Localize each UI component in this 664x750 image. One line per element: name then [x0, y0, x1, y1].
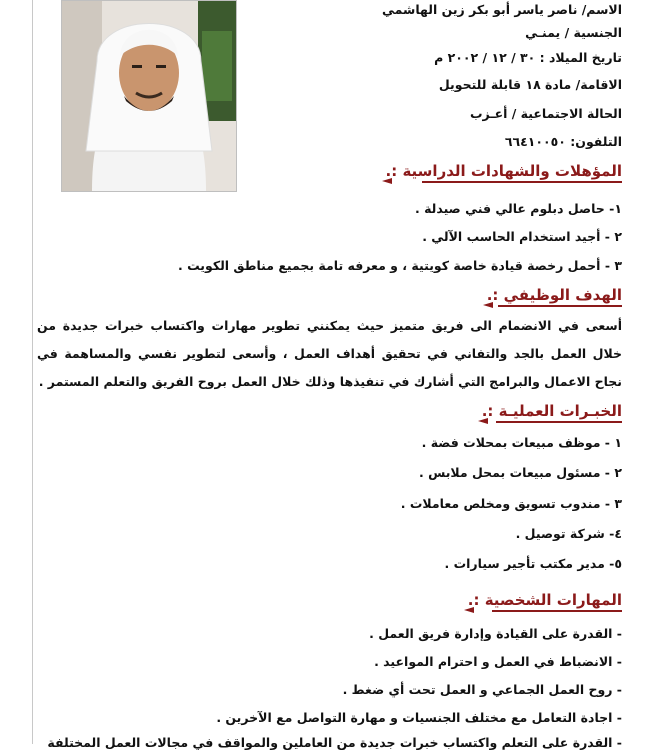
experience-item: ٢ - مسئول مبيعات بمحل ملابس . — [418, 465, 622, 480]
nationality-line: الجنسية / يمنـي — [525, 25, 622, 40]
heading-arrow — [483, 302, 493, 308]
experience-item: ٥- مدير مكتب تأجير سيارات . — [444, 556, 622, 571]
qualifications-title: المؤهلات والشهادات الدراسية :. — [385, 162, 622, 180]
skill-item: - روح العمل الجماعي و العمل تحت أي ضغط . — [342, 682, 622, 697]
experience-item: ٣ - مندوب تسويق ومخلص معاملات . — [400, 496, 622, 511]
name-line: الاسم/ ناصر ياسر أبو بكر زين الهاشمي — [382, 2, 622, 17]
heading-arrow — [382, 178, 392, 184]
skill-item: - الانضباط في العمل و احترام المواعيد . — [374, 654, 622, 669]
heading-underline — [498, 305, 622, 307]
birth-date-line: تاريخ الميلاد : ٣٠ / ١٢ / ٢٠٠٢ م — [434, 50, 622, 65]
marital-status-line: الحالة الاجتماعية / أعـزب — [469, 106, 622, 121]
skill-item: - القدرة على التعلم واكتساب خبرات جديدة من العاملين والمواقف في مجالات العمل المختلفة — [47, 735, 622, 750]
profile-photo-illustration — [62, 1, 236, 191]
skills-heading — [468, 591, 622, 609]
experience-item: ١ - موظف مبيعات بمحلات فضة . — [421, 435, 622, 450]
objective-title: الهدف الوظيفي :. — [486, 286, 622, 304]
qualification-item: ٣ - أحمل رخصة قيادة خاصة كويتية ، و معرفه تامة بجميع مناطق الكويت . — [177, 258, 622, 273]
heading-underline — [492, 610, 622, 612]
qualification-item: ١- حاصل دبلوم عالي فني صيدلة . — [414, 201, 622, 216]
heading-arrow — [478, 418, 488, 424]
objective-heading — [487, 286, 622, 304]
skill-item: - القدرة على القيادة وإدارة فريق العمل . — [369, 626, 622, 641]
skills-title: المهارات الشخصية :. — [467, 591, 622, 609]
phone-line: التلفون: ٦٦٤١٠٠٥٠ — [504, 134, 622, 149]
heading-arrow — [464, 607, 474, 613]
skill-item: - اجادة التعامل مع مختلف الجنسيات و مهارة التواصل مع الآخرين . — [216, 710, 622, 725]
qualifications-heading — [386, 162, 622, 180]
objective-text: أسعى في الانضمام الى فريق متميز حيث يمكنني تطوير مهارات واكتساب خبرات جديدة من خلال العمل بالجد والتفاني في تحقيق أهداف العمل ، وأسعى لتطوير نفسي والمساهمة في نجاح الاعمال والبرامج التي أشارك في تنفيذها وذلك خلال العمل بروح الفريق والتعلم المستمر . — [37, 318, 622, 389]
heading-underline — [422, 181, 622, 183]
residence-line: الاقامة/ مادة ١٨ قابلة للتحويل — [438, 77, 622, 92]
experience-heading — [482, 402, 622, 420]
qualification-item: ٢ - أجيد استخدام الحاسب الآلي . — [422, 229, 622, 244]
experience-item: ٤- شركة توصيل . — [515, 526, 622, 541]
experience-title: الخبـرات العمليـة :. — [481, 402, 622, 420]
profile-photo — [61, 0, 237, 192]
heading-underline — [496, 421, 622, 423]
